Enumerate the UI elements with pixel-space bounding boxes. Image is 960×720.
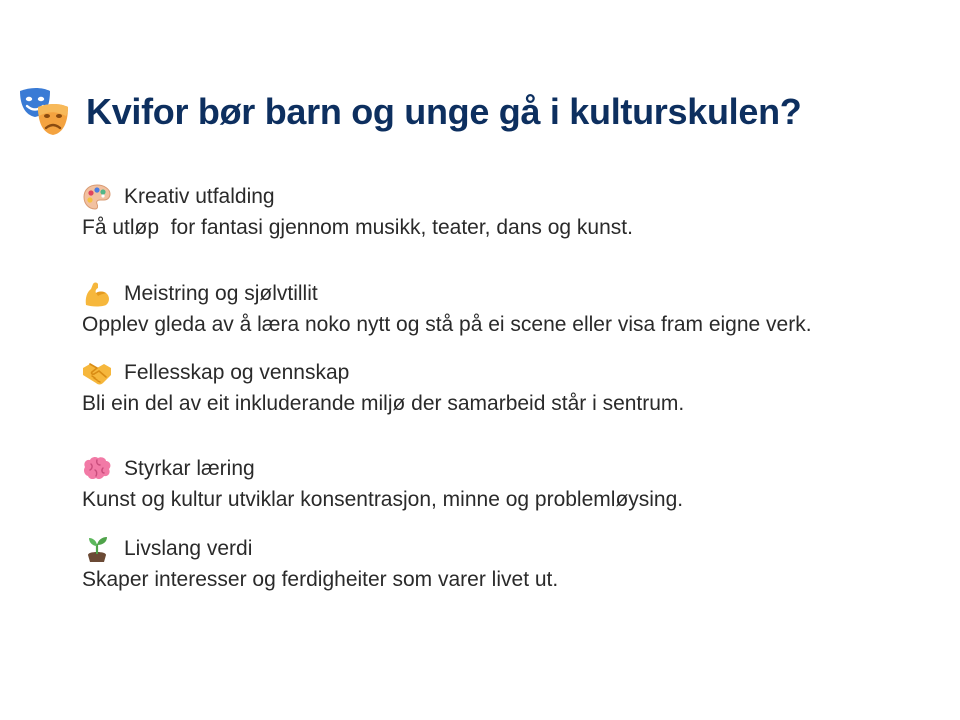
flexed-biceps-icon bbox=[82, 279, 114, 309]
page-title: Kvifor bør barn og unge gå i kulturskulen? bbox=[86, 91, 802, 132]
handshake-icon bbox=[82, 358, 114, 388]
item-heading-row bbox=[82, 454, 942, 484]
item-heading-row bbox=[82, 358, 942, 388]
item-description: Opplev gleda av å læra noko nytt og stå på ei scene eller visa fram eigne verk. bbox=[82, 313, 812, 336]
item-heading-row bbox=[82, 534, 942, 564]
title-row bbox=[16, 84, 801, 140]
item-heading-row bbox=[82, 182, 942, 212]
artist-palette-icon bbox=[82, 182, 114, 212]
item-heading: Livslang verdi bbox=[124, 537, 253, 560]
item-heading: Meistring og sjølvtillit bbox=[124, 282, 318, 305]
theater-masks-icon bbox=[16, 85, 70, 139]
item-description: Kunst og kultur utviklar konsentrasjon, minne og problemløysing. bbox=[82, 488, 684, 511]
list-item-creative bbox=[82, 182, 942, 242]
item-description: Få utløp for fantasi gjennom musikk, teater, dans og kunst. bbox=[82, 216, 633, 239]
brain-icon bbox=[82, 454, 114, 484]
seedling-icon bbox=[82, 534, 114, 564]
list-item-learning bbox=[82, 454, 942, 514]
list-item-lifelong bbox=[82, 534, 942, 594]
item-heading: Fellesskap og vennskap bbox=[124, 361, 350, 384]
item-heading: Kreativ utfalding bbox=[124, 185, 275, 208]
item-description: Bli ein del av eit inkluderande miljø der samarbeid står i sentrum. bbox=[82, 392, 685, 415]
item-heading: Styrkar læring bbox=[124, 457, 255, 480]
item-description: Skaper interesser og ferdigheiter som varer livet ut. bbox=[82, 568, 559, 591]
item-heading-row bbox=[82, 279, 942, 309]
list-item-mastery bbox=[82, 279, 942, 339]
list-item-community bbox=[82, 358, 942, 418]
